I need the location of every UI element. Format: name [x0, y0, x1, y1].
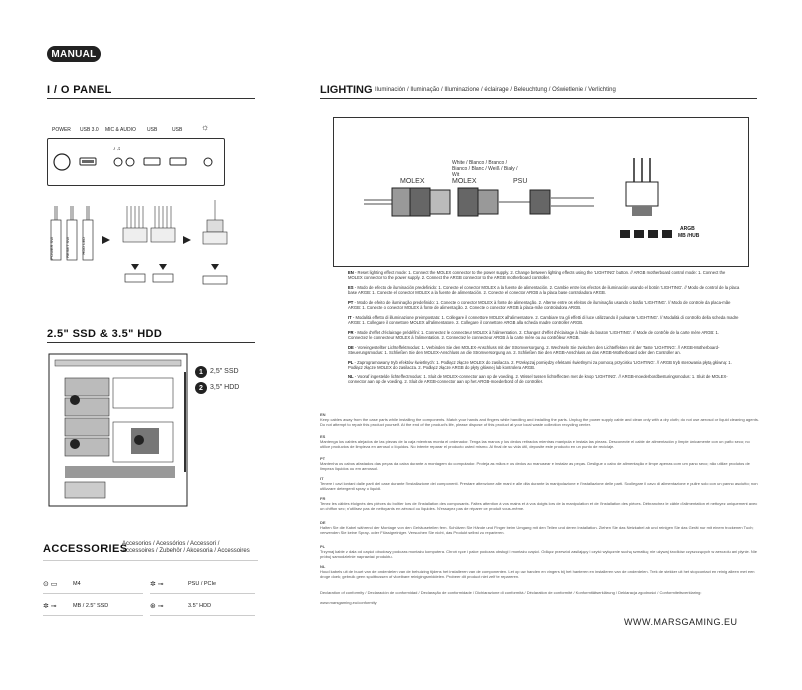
- power-button-icon: [54, 154, 70, 170]
- screw-mb-icon: ✲ ⊸: [43, 603, 57, 610]
- accessory-label-psu: PSU / PCIe: [188, 581, 217, 587]
- accessory-psu: [150, 575, 255, 594]
- disc-text-fr: Tenez les câbles éloignés des pièces du boîtier lors de l'installation des composants. Faites attention à vos mains et à vos doigts lors de la manipulation et de l'installation des pièces. Débranchez le câble d'alimentation et nettoyez uniquement avec un chiffon sec; n'utilisez pas de nettoyants en aérosol ou liquides. N'essayez pas de réparer ce produit vous-même.: [320, 501, 758, 511]
- instruction-pl: [348, 360, 740, 370]
- disc-text-nl: Houd kabels uit de buurt van de onderdelen van de behuizing tijdens het installeren van de componenten. Let op uw handen en vingers bij het hanteren en installeren van de onderdelen. Trek de stekker uit het stopcontact en reinig alleen met een droge doek; gebruik geen spuitbussen of vloeibare reinigingsmiddelen. Probeer dit product niet zelf te repareren.: [320, 569, 755, 579]
- disc-lang-pt: PT: [320, 456, 326, 461]
- mic-headphone-icons: ♪ ♫: [113, 146, 121, 152]
- disc-text-pt: Mantenha os cabos afastados das peças da caixa durante a montagem do computador. Proteja as mãos e os dedos ao manusear e instalar as peças. Desligue o cabo de alimentação e limpe apenas com um pano seco; não utilize produtos de limpeza líquidos ou em aerossol.: [320, 461, 750, 471]
- legend-label-hdd: 3,5" HDD: [210, 384, 240, 391]
- audio-jack-icon: [126, 158, 134, 166]
- accessory-label-m4: M4: [73, 581, 81, 587]
- instruction-fr: [348, 330, 740, 340]
- instr-text-pt: - Modo de efeito de iluminação predefinido: 1. Conecte o conector MOLEX à fonte de alimentação. 2. Alterne entre os efeitos de iluminação usando o botão 'LIGHTING'. // Modo de controle da placa-mãe ARGB: 1. Conecte o conector MOLEX à fonte de alimentação. 2. Conecte o conector ARGB à placa-mãe controladora ARGB.: [348, 300, 731, 311]
- instruction-nl: [348, 374, 740, 384]
- instr-lang-en: EN: [348, 270, 354, 275]
- legend-marker-ssd: 1: [195, 366, 207, 378]
- disc-text-pl: Trzymaj kable z dala od części obudowy podczas montażu komputera. Chroń ręce i palce podczas obsługi i montażu części. Odłącz przewód zasilający i czyść wyłącznie suchą szmatką; nie używaj środków czyszczących w aerozolu ani płynie. Nie próbuj samodzielnie naprawiać produktu.: [320, 549, 757, 559]
- port-label-audio: MIC & AUDIO: [105, 127, 136, 133]
- disc-lang-en: EN: [320, 412, 326, 417]
- io-title-rule: [47, 98, 255, 99]
- instr-text-de: - Voreingestellter Lichteffektmodus: 1. Verbinden Sie den MOLEX-Anschluss mit der Stromversorgung. 2. Wechseln Sie zwischen den Lichteffekten mit der Taste 'LIGHTING'. // ARGB-Motherboard-Steuerungsmodus: 1. Schließen Sie den MOLEX-Anschluss an die Stromversorgung an. 2. Schließen Sie den ARGB-Anschluss an das ARGB-Motherboard oder den Controller an.: [348, 345, 720, 356]
- disclaimer-en: [320, 412, 760, 427]
- instr-lang-de: DE: [348, 345, 354, 350]
- instr-text-nl: - Vooraf ingestelde lichteffectmodus: 1. Sluit de MOLEX-connector aan op de voeding. 2. Wissel tussen lichteffecten met de knop 'LIGHTING'. // ARGB-moederbordbesturingsmodus: 1. Sluit de MOLEX-connector aan op de voeding. 2. Sluit de ARGB-connector aan op het ARGB-moederbord of de controller.: [348, 374, 728, 385]
- screw-hdd-icon: ⊛ ⊸: [150, 603, 164, 610]
- disc-text-es: Mantenga los cables alejados de las piezas de la caja mientras monta el ordenador. Tenga las manos y los dedos retirados mientras manipula e instala las piezas. Desconecte el cable de alimentación y limpie únicamente con un paño seco; no utilice productos de limpieza en aerosol o líquidos. No intente reparar el producto usted mismo. Al final de su vida útil, deposite este producto en un punto de reciclaje.: [320, 439, 750, 449]
- disc-lang-pl: PL: [320, 544, 326, 549]
- disc-lang-es: ES: [320, 434, 326, 439]
- instr-lang-pt: PT: [348, 300, 354, 305]
- disc-text-it: Tenere i cavi lontani dalle parti del case durante l'installazione dei componenti. Prestare attenzione alle mani e alle dita durante la manipolazione e l'installazione delle parti. Scollegare il cavo di alimentazione e pulire solo con un panno asciutto; non utilizzare detergenti spray o liquidi.: [320, 481, 758, 491]
- accessory-m4: [43, 575, 143, 594]
- instruction-en: [348, 270, 740, 280]
- accessories-subtitle-1: Accesorios / Acessórios / Accessori /: [122, 541, 220, 547]
- conformity-line: Declaration of conformity / Declaración de conformidad / Declaração de conformidade / Dichiarazione di conformità / Déclaration de conformité / Konformitätserklärung / Deklaracja zgodności / Conformiteitsverklaring:: [320, 590, 702, 595]
- connector-label-reset: RESET SW: [65, 237, 70, 258]
- screw-psu-icon: ✲ ⊸: [150, 581, 164, 588]
- case-interior-diagram: [47, 352, 192, 510]
- disc-lang-fr: FR: [320, 496, 326, 501]
- wire-color-label: White / Blanco / Branco / Bianco / Blanc / Weiß / Biały / Wit: [452, 160, 518, 178]
- instr-text-pl: - Zaprogramowany tryb efektów świetlnych: 1. Podłącz złącze MOLEX do zasilacza. 2. Przełączaj pomiędzy efektami świetlnymi za pomocą przycisku 'LIGHTING'. // ARGB tryb sterowania płytą główną: 1. Podłącz złącze MOLEX do zasilacza. 2. Podłącz złącze ARGB do płyty głównej lub kontrolera ARGB.: [348, 360, 732, 371]
- instr-text-en: - Reset lighting effect mode: 1. Connect the MOLEX connector to the power supply. 2. Change between lighting effects using the 'LIGHTING' button. // ARGB motherboard control mode: 1. Connect the MOLEX connector to the power supply. 2. Connect the ARGB connector to the ARGB motherboard controller.: [348, 270, 726, 281]
- instruction-it: [348, 315, 740, 325]
- io-panel-ports: [48, 139, 224, 185]
- led-button-icon: [204, 158, 212, 166]
- disc-lang-it: IT: [320, 476, 324, 481]
- usb-port-b-icon: [170, 158, 186, 165]
- accessories-title: ACCESSORIES: [43, 543, 128, 555]
- instr-lang-es: ES: [348, 285, 354, 290]
- accessory-label-mb: MB / 2.5" SSD: [73, 603, 109, 609]
- instr-lang-pl: PL: [348, 360, 354, 365]
- io-panel-diagram: [47, 138, 225, 186]
- screw-m4-icon: ⊙ ▭: [43, 581, 58, 588]
- disclaimer-it: [320, 476, 760, 491]
- disc-text-en: Keep cables away from the case parts while installing the components. Match your hands and fingers while handling and installing the parts. Unplug the power supply cable and clean only with a dry cloth; do not use aerosol or liquid cleaning agents. Do not attempt to repair this product yourself. At the end of the product's life, please dispose of this product at your local waste collection recycling center.: [320, 417, 759, 427]
- accessories-rule: [43, 560, 258, 561]
- mb-hub-label: MB /HUB: [678, 233, 700, 239]
- disclaimer-pl: [320, 544, 760, 559]
- connector-label-hdd: HDD LED: [81, 237, 86, 255]
- disclaimer-nl: [320, 564, 760, 579]
- mic-jack-icon: [114, 158, 122, 166]
- ssd-title-rule: [47, 342, 255, 343]
- accessory-label-hdd: 3.5" HDD: [188, 603, 212, 609]
- lighting-rule: [320, 98, 757, 99]
- instr-lang-it: IT: [348, 315, 352, 320]
- manual-badge: MANUAL: [47, 46, 101, 62]
- ssd-hdd-title: 2.5" SSD & 3.5" HDD: [47, 328, 163, 340]
- accessory-mb: [43, 597, 143, 616]
- lighting-wiring-diagram: [334, 118, 748, 266]
- instruction-es: [348, 285, 740, 295]
- front-connectors-diagram: [47, 200, 247, 295]
- disc-lang-de: DE: [320, 520, 326, 525]
- disc-text-de: Halten Sie die Kabel während der Montage von den Gehäuseteilen fern. Schützen Sie Hände und Finger beim Umgang mit den Teilen und deren Installation. Ziehen Sie das Netzkabel ab und reinigen Sie das Gerät nur mit einem trockenen Tuch; verwenden Sie keine Spray- oder Flüssigreiniger. Versuchen Sie nicht, das Produkt selbst zu reparieren.: [320, 525, 754, 535]
- accessories-subtitle-2: Accessoires / Zubehör / Akcesoria / Accessoires: [122, 548, 250, 554]
- lighting-subtitle: Iluminación / Iluminação / Illuminazione / éclairage / Beleuchtung / Oświetlenie / Verlichting: [375, 87, 616, 93]
- instr-lang-nl: NL: [348, 374, 354, 379]
- port-label-usb-b: USB: [172, 127, 183, 133]
- connector-label-power: POWER SW: [49, 237, 54, 260]
- website-link[interactable]: WWW.MARSGAMING.EU: [624, 617, 738, 627]
- argb-label: ARGB: [680, 226, 695, 232]
- instr-lang-fr: FR: [348, 330, 354, 335]
- legend-marker-hdd: 2: [195, 382, 207, 394]
- disclaimer-es: [320, 434, 760, 449]
- port-label-power: POWER: [52, 127, 71, 133]
- port-label-usb-a: USB: [147, 127, 158, 133]
- disc-lang-nl: NL: [320, 564, 326, 569]
- usb-port-a-icon: [144, 158, 160, 165]
- lighting-title: LIGHTING: [320, 84, 373, 96]
- instruction-pt: [348, 300, 740, 310]
- accessory-hdd: [150, 597, 255, 616]
- conformity-url[interactable]: www.marsgaming.eu/conformity: [320, 600, 377, 605]
- molex-label-2: MOLEX: [452, 178, 477, 185]
- disclaimer-pt: [320, 456, 760, 471]
- instr-text-it: - Modalità effetto di illuminazione preimpostato: 1. Collegare il connettore MOLEX all'alimentatore. 2. Cambiare tra gli effetti di luce utilizzando il pulsante 'LIGHTING'. // Modalità di controllo della scheda madre ARGB: 1. Collegare il connettore MOLEX all'alimentatore. 2. Collegare il connettore ARGB alla scheda madre controller ARGB.: [348, 315, 739, 326]
- legend-label-ssd: 2,5" SSD: [210, 368, 239, 375]
- led-icon: ☼: [201, 122, 210, 132]
- port-label-usb3: USB 3.0: [80, 127, 99, 133]
- disclaimer-de: [320, 520, 760, 535]
- disclaimer-fr: [320, 496, 760, 511]
- instr-text-fr: - Mode d'effet d'éclairage prédéfini: 1. Connectez le connecteur MOLEX à l'alimentation. 2. Changez d'effet d'éclairage à l'aide du bouton 'LIGHTING'. // Mode de contrôle de la carte mère ARGB: 1. Connectez le connecteur MOLEX à l'alimentation. 2. Connectez le connecteur ARGB à la carte mère ou au contrôleur ARGB.: [348, 330, 720, 341]
- io-panel-title: I / O PANEL: [47, 84, 112, 96]
- psu-label: PSU: [513, 178, 528, 185]
- lighting-diagram-frame: [333, 117, 749, 267]
- instr-text-es: - Modo de efecto de iluminación predefinido: 1. Conecte el conector MOLEX a la fuente de alimentación. 2. Cambie entre los efectos de iluminación usando el botón 'LIGHTING'. // Modo de control de la placa base ARGB: 1. Conecte el conector MOLEX a la fuente de alimentación. 2. Conecte el conector ARGB a la placa base controladora ARGB.: [348, 285, 740, 296]
- instruction-de: [348, 345, 740, 355]
- molex-label-1: MOLEX: [400, 178, 425, 185]
